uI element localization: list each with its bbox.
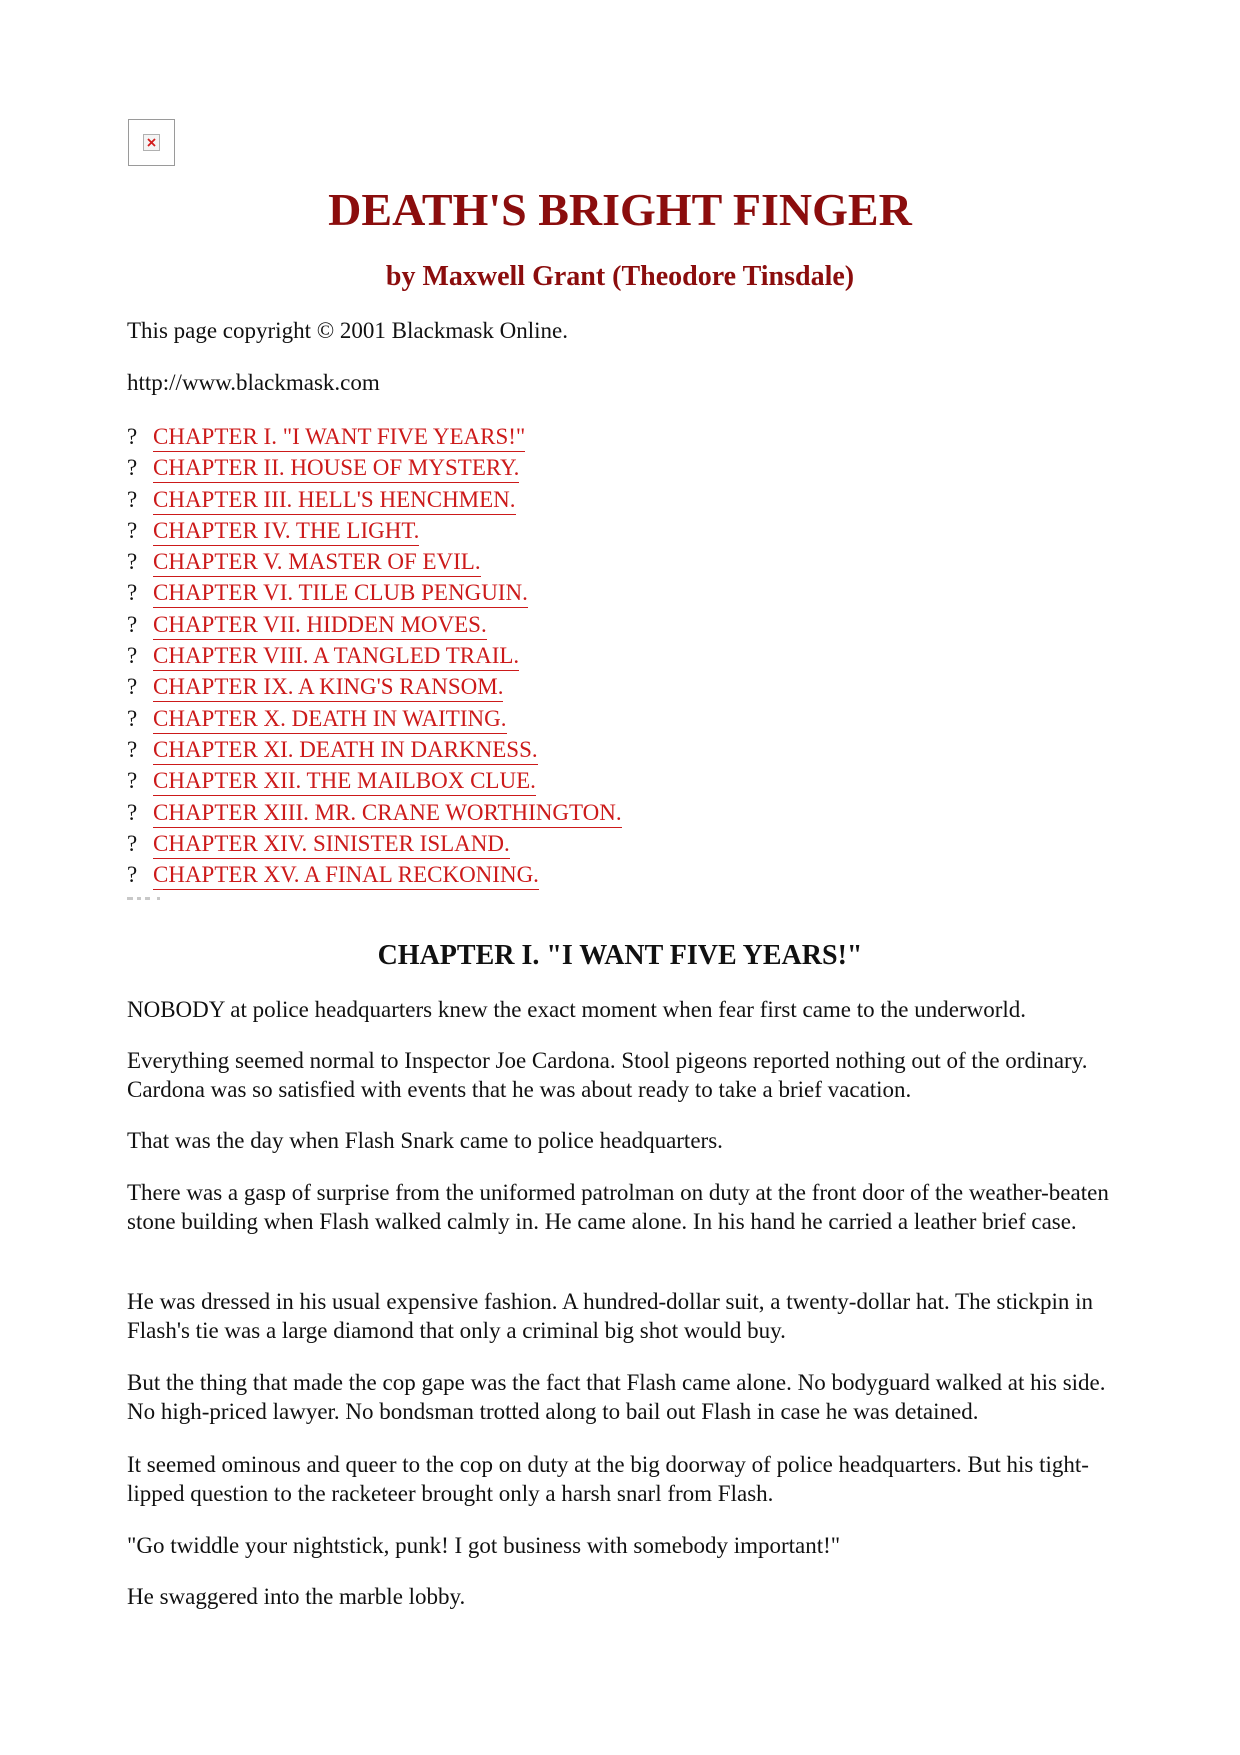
paragraph: He was dressed in his usual expensive fashion. A hundred-dollar suit, a twenty-dollar hat. The stickpin in Flash's tie was a large diamond that only a criminal big shot would buy.	[127, 1289, 1094, 1343]
scan-artifact	[127, 897, 187, 901]
chapter-link-3[interactable]: CHAPTER III. HELL'S HENCHMEN.	[153, 486, 516, 515]
bullet-glyph: ?	[127, 549, 138, 575]
bullet-glyph: ?	[127, 517, 138, 543]
bullet-glyph: ?	[127, 455, 138, 481]
paragraph: NOBODY at police headquarters knew the exact moment when fear first came to the underworld.	[127, 997, 1027, 1022]
paragraph: He swaggered into the marble lobby.	[127, 1584, 466, 1609]
bullet-glyph: ?	[127, 799, 138, 825]
chapter-link-4[interactable]: CHAPTER IV. THE LIGHT.	[153, 517, 419, 546]
bullet-glyph: ?	[127, 580, 138, 606]
paragraph: "Go twiddle your nightstick, punk! I got business with somebody important!"	[127, 1533, 841, 1558]
bullet-glyph: ?	[127, 424, 138, 449]
chapter-link-12[interactable]: CHAPTER XII. THE MAILBOX CLUE.	[153, 767, 536, 796]
chapter-link-11[interactable]: CHAPTER XI. DEATH IN DARKNESS.	[153, 736, 538, 765]
toc-item	[127, 486, 622, 517]
bullet-glyph: ?	[127, 830, 138, 856]
toc-item	[127, 548, 622, 579]
toc-item	[127, 611, 622, 642]
paragraph: There was a gasp of surprise from the uniformed patrolman on duty at the front door of the weather-beaten stone building when Flash walked calmly in. He came alone. In his hand he carried a leather brief case.	[127, 1180, 1109, 1234]
toc-item	[127, 673, 622, 704]
chapter-link-2[interactable]: CHAPTER II. HOUSE OF MYSTERY.	[153, 454, 519, 483]
site-url: http://www.blackmask.com	[127, 370, 380, 395]
chapter-heading: CHAPTER I. "I WANT FIVE YEARS!"	[377, 940, 863, 971]
bullet-glyph: ?	[127, 643, 138, 669]
table-of-contents	[127, 423, 622, 892]
toc-item	[127, 767, 622, 798]
toc-item	[127, 423, 622, 454]
bullet-glyph: ?	[127, 486, 138, 512]
copyright-notice: This page copyright © 2001 Blackmask Online.	[127, 318, 568, 343]
broken-image-icon	[128, 119, 175, 166]
bullet-glyph: ?	[127, 736, 138, 762]
chapter-link-8[interactable]: CHAPTER VIII. A TANGLED TRAIL.	[153, 642, 519, 671]
chapter-link-15[interactable]: CHAPTER XV. A FINAL RECKONING.	[153, 861, 539, 890]
chapter-link-9[interactable]: CHAPTER IX. A KING'S RANSOM.	[153, 673, 503, 702]
book-title: DEATH'S BRIGHT FINGER	[328, 184, 912, 235]
chapter-link-1[interactable]: CHAPTER I. "I WANT FIVE YEARS!"	[153, 423, 525, 452]
chapter-link-13[interactable]: CHAPTER XIII. MR. CRANE WORTHINGTON.	[153, 799, 622, 828]
paragraph: That was the day when Flash Snark came to police headquarters.	[127, 1128, 723, 1153]
bullet-glyph: ?	[127, 862, 138, 888]
chapter-link-7[interactable]: CHAPTER VII. HIDDEN MOVES.	[153, 611, 487, 640]
toc-item	[127, 861, 622, 892]
bullet-glyph: ?	[127, 611, 138, 637]
toc-item	[127, 579, 622, 610]
toc-item	[127, 736, 622, 767]
author-byline: by Maxwell Grant (Theodore Tinsdale)	[385, 261, 855, 292]
toc-item	[127, 642, 622, 673]
chapter-link-5[interactable]: CHAPTER V. MASTER OF EVIL.	[153, 548, 481, 577]
toc-item	[127, 454, 622, 485]
toc-item	[127, 705, 622, 736]
chapter-link-10[interactable]: CHAPTER X. DEATH IN WAITING.	[153, 705, 507, 734]
bullet-glyph: ?	[127, 768, 138, 794]
chapter-link-6[interactable]: CHAPTER VI. TILE CLUB PENGUIN.	[153, 579, 528, 608]
toc-item	[127, 799, 622, 830]
toc-item	[127, 830, 622, 861]
paragraph: Everything seemed normal to Inspector Joe Cardona. Stool pigeons reported nothing out of the ordinary. Cardona was so satisfied with events that he was about ready to take a brief vacation.	[127, 1048, 1088, 1102]
chapter-link-14[interactable]: CHAPTER XIV. SINISTER ISLAND.	[153, 830, 510, 859]
bullet-glyph: ?	[127, 705, 138, 731]
bullet-glyph: ?	[127, 674, 138, 700]
paragraph: But the thing that made the cop gape was the fact that Flash came alone. No bodyguard walked at his side. No high-priced lawyer. No bondsman trotted along to bail out Flash in case he was detained.	[127, 1370, 1106, 1424]
toc-item	[127, 517, 622, 548]
paragraph: It seemed ominous and queer to the cop on duty at the big doorway of police headquarters. But his tight-lipped question to the racketeer brought only a harsh snarl from Flash.	[127, 1452, 1089, 1506]
